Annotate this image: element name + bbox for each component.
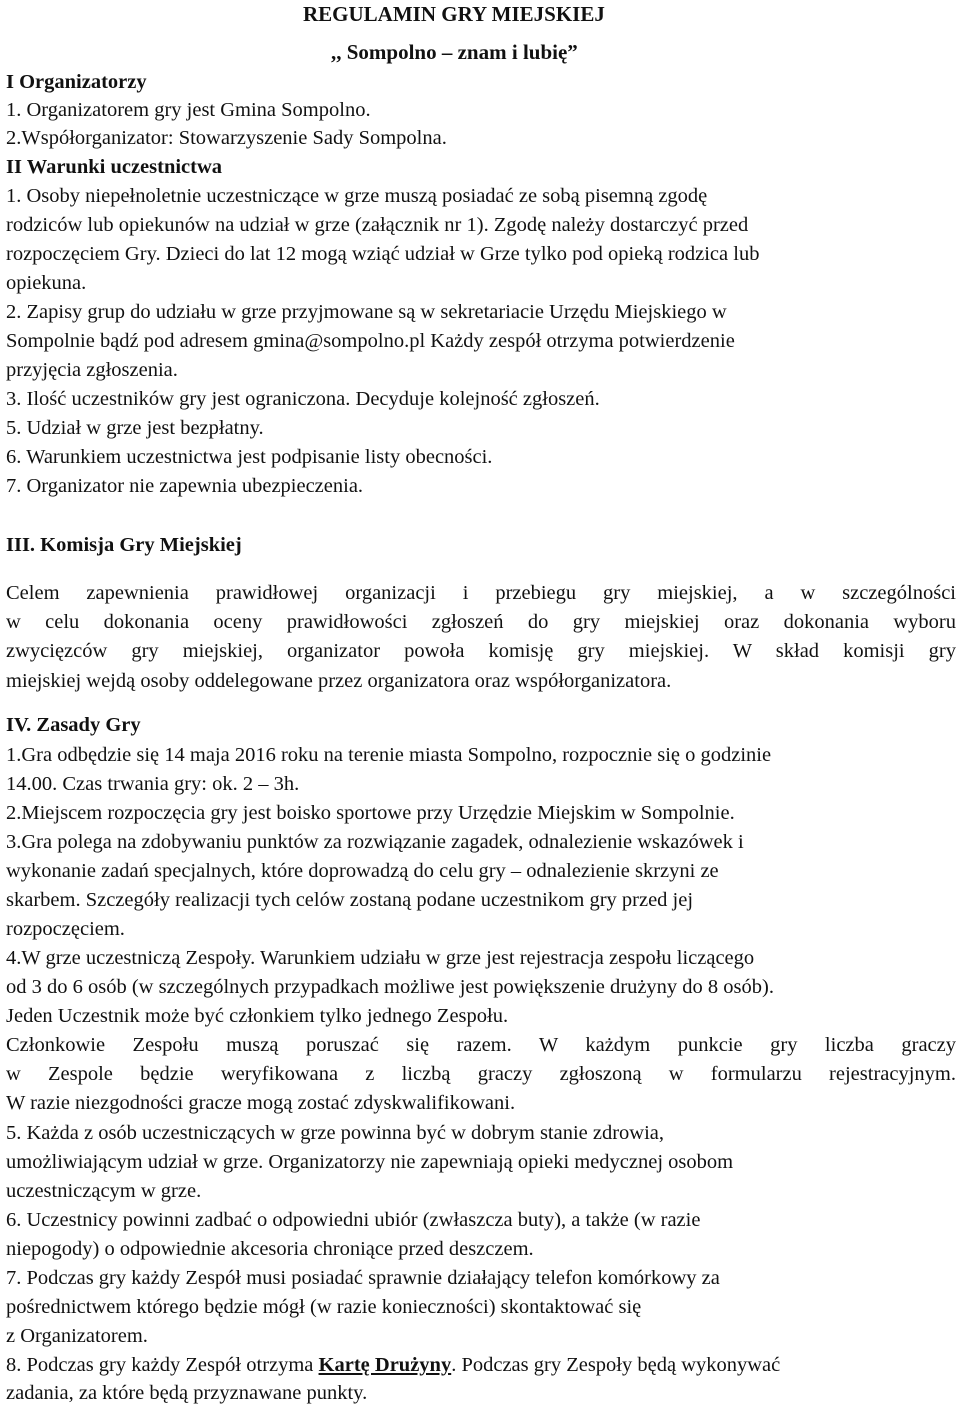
text-line: rozpoczęciem.: [6, 918, 125, 940]
text-line: opiekuna.: [6, 272, 87, 294]
section-heading-participation: II Warunki uczestnictwa: [6, 156, 223, 178]
text-line: 6. Warunkiem uczestnictwa jest podpisanie listy obecności.: [6, 446, 493, 468]
text-line: 5. Udział w grze jest bezpłatny.: [6, 417, 264, 439]
text-line: w celu dokonania oceny prawidłowości zgłoszeń do gry miejskiej oraz dokonania wyboru: [6, 611, 956, 633]
text-line-team-card: [6, 1353, 780, 1377]
text-line: 1. Osoby niepełnoletnie uczestniczące w grze muszą posiadać ze sobą pisemną zgodę: [6, 185, 708, 207]
text-segment: . Podczas gry Zespoły będą wykonywać: [451, 1354, 781, 1376]
text-line: 5. Każda z osób uczestniczących w grze powinna być w dobrym stanie zdrowia,: [6, 1122, 665, 1144]
text-line: przyjęcia zgłoszenia.: [6, 359, 178, 381]
team-card-emphasis: Kartę Drużyny: [318, 1354, 452, 1376]
text-line: 4.W grze uczestniczą Zespoły. Warunkiem udziału w grze jest rejestracja zespołu liczącego: [6, 947, 755, 969]
text-line: Jeden Uczestnik może być członkiem tylko jednego Zespołu.: [6, 1005, 509, 1027]
text-line: rodziców lub opiekunów na udział w grze (załącznik nr 1). Zgodę należy dostarczyć przed: [6, 214, 749, 236]
text-line: pośrednictwem którego będzie mógł (w razie konieczności) skontaktować się: [6, 1296, 642, 1318]
document-title: REGULAMIN GRY MIEJSKIEJ: [303, 2, 605, 26]
text-line: skarbem. Szczegóły realizacji tych celów zostaną podane uczestnikom gry przed jej: [6, 889, 694, 911]
text-line: uczestniczącym w grze.: [6, 1180, 202, 1202]
text-line: 3. Ilość uczestników gry jest ograniczona. Decyduje kolejność zgłoszeń.: [6, 388, 600, 410]
text-line: 1. Organizatorem gry jest Gmina Sompolno.: [6, 99, 371, 121]
text-line: zadania, za które będą przyznawane punkty.: [6, 1382, 368, 1404]
text-segment: 8. Podczas gry każdy Zespół otrzyma: [6, 1354, 319, 1376]
text-line: Sompolnie bądź pod adresem gmina@sompolno.pl Każdy zespół otrzyma potwierdzenie: [6, 330, 735, 352]
text-line: w Zespole będzie weryfikowana z liczbą graczy zgłoszoną w formularzu rejestracyjnym.: [6, 1063, 956, 1085]
text-line: 3.Gra polega na zdobywaniu punktów za rozwiązanie zagadek, odnalezienie wskazówek i: [6, 831, 744, 853]
text-line: 14.00. Czas trwania gry: ok. 2 – 3h.: [6, 773, 300, 795]
section-heading-commission: III. Komisja Gry Miejskiej: [6, 534, 242, 556]
text-line: 1.Gra odbędzie się 14 maja 2016 roku na terenie miasta Sompolno, rozpocznie się o godzinie: [6, 744, 772, 766]
text-line: W razie niezgodności gracze mogą zostać zdyskwalifikowani.: [6, 1092, 516, 1114]
text-line: 6. Uczestnicy powinni zadbać o odpowiedni ubiór (zwłaszcza buty), a także (w razie: [6, 1209, 701, 1231]
text-line: zwycięzców gry miejskiej, organizator powoła komisję gry miejskiej. W skład komisji gry: [6, 640, 956, 662]
text-line: 2.Miejscem rozpoczęcia gry jest boisko sportowe przy Urzędzie Miejskim w Sompolnie.: [6, 802, 735, 824]
section-heading-organizers: I Organizatorzy: [6, 71, 147, 93]
text-line: 2.Współorganizator: Stowarzyszenie Sady Sompolna.: [6, 127, 447, 149]
document-subtitle: ,, Sompolno – znam i lubię”: [331, 40, 578, 64]
text-line: wykonanie zadań specjalnych, które doprowadzą do celu gry – odnalezienie skrzyni ze: [6, 860, 719, 882]
section-heading-rules: IV. Zasady Gry: [6, 714, 141, 736]
text-line: 7. Organizator nie zapewnia ubezpieczenia.: [6, 475, 364, 497]
text-line: niepogody) o odpowiednie akcesoria chroniące przed deszczem.: [6, 1238, 534, 1260]
text-line: z Organizatorem.: [6, 1325, 148, 1347]
text-line: Członkowie Zespołu muszą poruszać się razem. W każdym punkcie gry liczba graczy: [6, 1034, 956, 1056]
text-line: 2. Zapisy grup do udziału w grze przyjmowane są w sekretariacie Urzędu Miejskiego w: [6, 301, 727, 323]
text-line: 7. Podczas gry każdy Zespół musi posiadać sprawnie działający telefon komórkowy za: [6, 1267, 720, 1289]
text-line: umożliwiającym udział w grze. Organizatorzy nie zapewniają opieki medycznej osobom: [6, 1151, 734, 1173]
text-line: rozpoczęciem Gry. Dzieci do lat 12 mogą wziąć udział w Grze tylko pod opieką rodzica lub: [6, 243, 760, 265]
text-line: Celem zapewnienia prawidłowej organizacji i przebiegu gry miejskiej, a w szczególności: [6, 582, 956, 604]
text-line: miejskiej wejdą osoby oddelegowane przez organizatora oraz współorganizatora.: [6, 670, 672, 692]
text-line: od 3 do 6 osób (w szczególnych przypadkach możliwe jest powiększenie drużyny do 8 osób).: [6, 976, 774, 998]
